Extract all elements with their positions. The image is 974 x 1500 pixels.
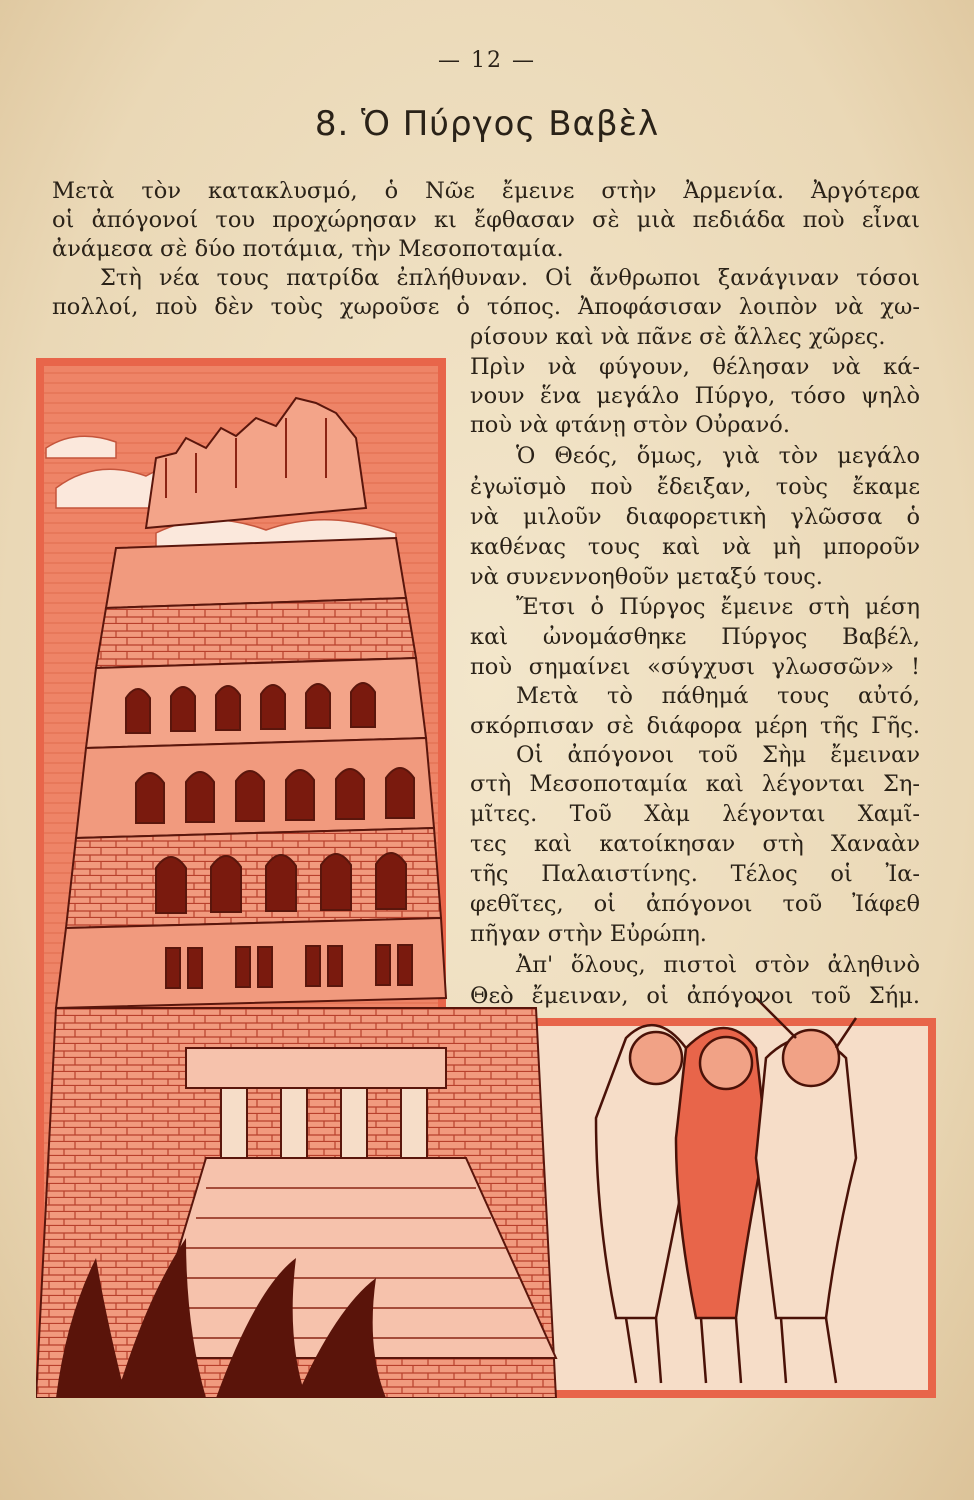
- text-line: Μετὰ τὸν κατακλυσμό, ὁ Νῶε ἔμεινε στὴν Ἀρμενία. Ἀργότερα: [52, 178, 920, 204]
- text-line: ἐγωϊσμὸ ποὺ ἔδειξαν, τοὺς ἔκαμε: [470, 474, 920, 500]
- text-line: ἀνάμεσα σὲ δύο ποτάμια, τὴν Μεσοποταμία.: [52, 236, 564, 262]
- text-line: σκόρπισαν σὲ διάφορα μέρη τῆς Γῆς.: [470, 713, 920, 739]
- text-line: Θεὸ ἔμειναν, οἱ ἀπόγονοι τοῦ Σήμ.: [470, 983, 920, 1009]
- text-line: πολλοί, ποὺ δὲν τοὺς χωροῦσε ὁ τόπος. Ἀποφάσισαν λοιπὸν νὰ χω-: [52, 294, 920, 320]
- page-number: — 12 —: [438, 48, 536, 73]
- text-line: μῖτες. Τοῦ Χὰμ λέγονται Χαμῖ-: [470, 801, 920, 827]
- text-line: νὰ συνεννοηθοῦν μεταξύ τους.: [470, 564, 823, 590]
- text-line: Στὴ νέα τους πατρίδα ἐπλήθυναν. Οἱ ἄνθρωποι ξανάγιναν τόσοι: [100, 265, 920, 291]
- text-line: καθένας τους καὶ νὰ μὴ μποροῦν: [470, 534, 920, 560]
- text-line: φεθῖτες, οἱ ἀπόγονοι τοῦ Ἰάφεθ: [470, 891, 920, 917]
- text-line: Ἀπ' ὅλους, πιστοὶ στὸν ἀληθινὸ: [516, 952, 920, 978]
- text-line: τες καὶ κατοίκησαν στὴ Χαναὰν: [470, 831, 920, 857]
- text-line: νὰ μιλοῦν διαφορετικὴ γλῶσσα ὁ: [470, 504, 920, 530]
- text-line: Μετὰ τὸ πάθημά τους αὐτό,: [516, 683, 920, 709]
- text-line: Πρὶν νὰ φύγουν, θέλησαν νὰ κά-: [470, 354, 920, 380]
- text-line: πῆγαν στὴν Εὐρώπη.: [470, 921, 707, 947]
- text-line: ρίσουν καὶ νὰ πᾶνε σὲ ἄλλες χῶρες.: [470, 324, 886, 350]
- text-line: οἱ ἀπόγονοί του προχώρησαν κι ἔφθασαν σὲ μιὰ πεδιάδα ποὺ εἶναι: [52, 207, 920, 233]
- text-line: καὶ ὠνομάσθηκε Πύργος Βαβέλ,: [470, 624, 920, 650]
- text-line: ποὺ σημαίνει «σύγχυσι γλωσσῶν» !: [470, 654, 920, 680]
- chapter-title: 8. Ὁ Πύργος Βαβὲλ: [314, 104, 660, 144]
- text-line: ποὺ νὰ φτάνῃ στὸν Οὐρανό.: [470, 412, 790, 438]
- text-line: στὴ Μεσοποταμία καὶ λέγονται Ση-: [470, 771, 920, 797]
- text-line: Ἔτσι ὁ Πύργος ἔμεινε στὴ μέση: [516, 594, 920, 620]
- text-line: τῆς Παλαιστίνης. Τέλος οἱ Ἰα-: [470, 861, 920, 887]
- text-line: νουν ἕνα μεγάλο Πύργο, τόσο ψηλὸ: [470, 383, 920, 409]
- text-line: Ὁ Θεός, ὅμως, γιὰ τὸν μεγάλο: [516, 443, 920, 469]
- text-line: Οἱ ἀπόγονοι τοῦ Σὴμ ἔμειναν: [516, 742, 920, 768]
